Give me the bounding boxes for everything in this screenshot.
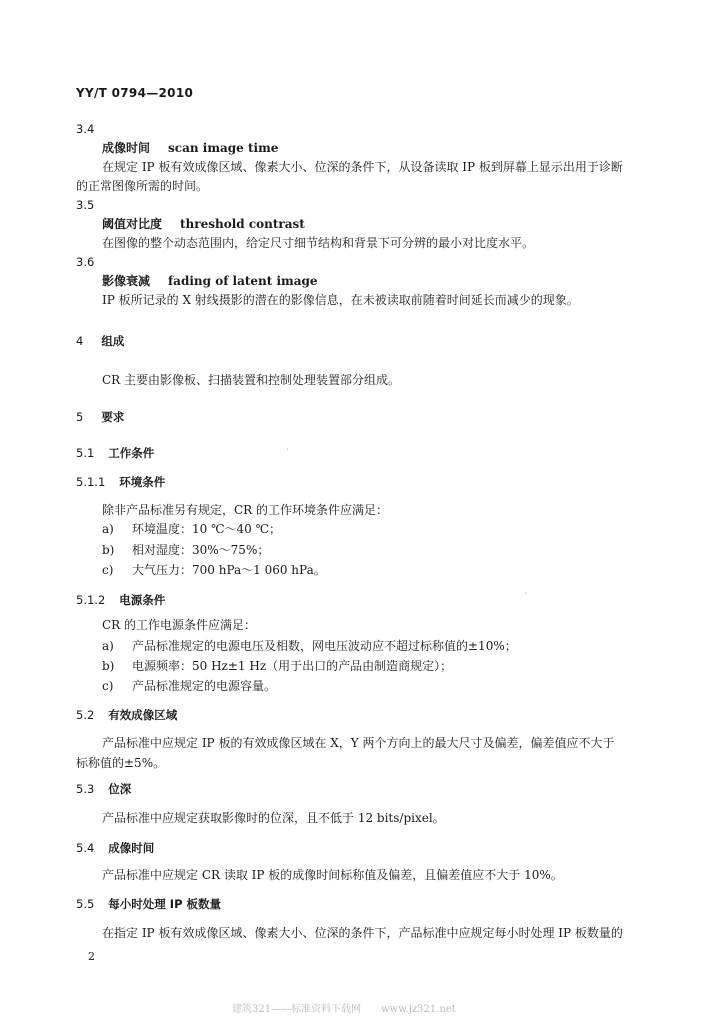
section-number: 5.3 — [76, 782, 95, 796]
list-item-label: b) — [102, 543, 115, 557]
list-item-text: 产品标准规定的电源电压及相数，网电压波动应不超过标称值的±10%； — [132, 639, 517, 653]
clause-3-4-number: 3.4 — [76, 122, 95, 136]
section-title: 位深 — [108, 782, 132, 796]
section-5-2-heading — [76, 707, 177, 723]
list-item — [102, 542, 269, 558]
section-number: 5.4 — [76, 841, 95, 855]
section-5-3-heading — [76, 781, 131, 797]
section-5-4-heading — [76, 840, 154, 856]
list-item-label: a) — [102, 522, 114, 536]
clause-3-5-definition: 在图像的整个动态范围内，给定尺寸细节结构和背景下可分辨的最小对比度水平。 — [102, 236, 535, 250]
clause-3-6-term — [102, 273, 318, 289]
clause-3-4-definition-line-2: 的正常图像所需的时间。 — [76, 179, 209, 193]
list-item-text: 环境温度：10 ℃～40 ℃； — [132, 522, 282, 536]
section-5-1-2-heading — [76, 592, 165, 608]
list-item — [102, 562, 326, 578]
list-item-text: 产品标准规定的电源容量。 — [132, 679, 277, 693]
section-5-4-paragraph: 产品标准中应规定 CR 读取 IP 板的成像时间标称值及偏差，且偏差值应不大于 10%。 — [102, 868, 563, 882]
scan-speck: ˋ — [286, 448, 290, 457]
section-5-5-heading — [76, 896, 221, 912]
section-number: 4 — [76, 334, 84, 348]
term-zh: 成像时间 — [102, 141, 151, 155]
section-title: 工作条件 — [108, 446, 155, 460]
section-5-2-paragraph-line-1: 产品标准中应规定 IP 板的有效成像区域在 X，Y 两个方向上的最大尺寸及偏差，偏差值应不大于 — [102, 736, 615, 750]
term-zh: 影像衰减 — [102, 274, 151, 288]
section-5-1-heading — [76, 445, 154, 461]
clause-3-6-definition: IP 板所记录的 X 射线摄影的潜在的影像信息，在未被读取前随着时间延长而减少的现象。 — [102, 293, 579, 307]
section-number: 5.1 — [76, 446, 95, 460]
clause-3-4-term — [102, 140, 278, 156]
footer-watermark: 建筑321——标准资料下载网 www.jz321.net — [232, 1004, 456, 1015]
term-zh: 阈值对比度 — [102, 217, 163, 231]
section-5-3-paragraph: 产品标准中应规定获取影像时的位深，且不低于 12 bits/pixel。 — [102, 811, 445, 825]
term-en: threshold contrast — [180, 217, 305, 231]
term-en: fading of latent image — [168, 274, 318, 288]
list-item-label: b) — [102, 659, 115, 673]
section-title: 电源条件 — [119, 593, 166, 607]
section-4-paragraph: CR 主要由影像板、扫描装置和控制处理装置部分组成。 — [102, 373, 401, 387]
section-5-5-paragraph: 在指定 IP 板有效成像区域、像素大小、位深的条件下，产品标准中应规定每小时处理 IP 板数量的 — [102, 926, 623, 940]
term-en: scan image time — [168, 141, 279, 155]
section-5-2-paragraph-line-2: 标称值的±5%。 — [76, 756, 166, 770]
list-item-label: c) — [102, 679, 114, 693]
scan-speck: ˋ — [524, 592, 528, 601]
section-title: 每小时处理 IP 板数量 — [108, 897, 222, 911]
section-5-1-1-heading — [76, 474, 165, 490]
section-4-heading — [76, 333, 124, 349]
clause-3-5-term — [102, 216, 305, 232]
list-item — [102, 638, 517, 654]
list-item-label: c) — [102, 563, 114, 577]
section-title: 有效成像区域 — [108, 708, 178, 722]
section-number: 5.2 — [76, 708, 95, 722]
section-5-heading — [76, 409, 124, 425]
section-number: 5.1.1 — [76, 475, 106, 489]
section-title: 环境条件 — [119, 475, 166, 489]
list-item-text: 电源频率：50 Hz±1 Hz（用于出口的产品由制造商规定）； — [132, 659, 453, 673]
section-title: 要求 — [101, 410, 125, 424]
page-number: 2 — [88, 950, 95, 963]
list-item-text: 相对湿度：30%～75%； — [132, 543, 270, 557]
section-number: 5.1.2 — [76, 593, 106, 607]
list-item — [102, 678, 276, 694]
clause-3-6-number: 3.6 — [76, 255, 95, 269]
section-5-1-1-intro: 除非产品标准另有规定，CR 的工作环境条件应满足： — [102, 503, 389, 517]
clause-3-5-number: 3.5 — [76, 198, 95, 212]
list-item-text: 大气压力：700 hPa～1 060 hPa。 — [132, 563, 326, 577]
clause-3-4-definition-line-1: 在规定 IP 板有效成像区域、像素大小、位深的条件下，从设备读取 IP 板到屏幕上显示出用于诊断 — [102, 160, 623, 174]
standard-code: YY/T 0794—2010 — [76, 86, 194, 100]
list-item-label: a) — [102, 639, 114, 653]
list-item — [102, 658, 452, 674]
section-5-1-2-intro: CR 的工作电源条件应满足： — [102, 618, 257, 632]
section-number: 5 — [76, 410, 84, 424]
section-title: 组成 — [101, 334, 125, 348]
section-number: 5.5 — [76, 897, 95, 911]
list-item — [102, 521, 281, 537]
section-title: 成像时间 — [108, 841, 155, 855]
